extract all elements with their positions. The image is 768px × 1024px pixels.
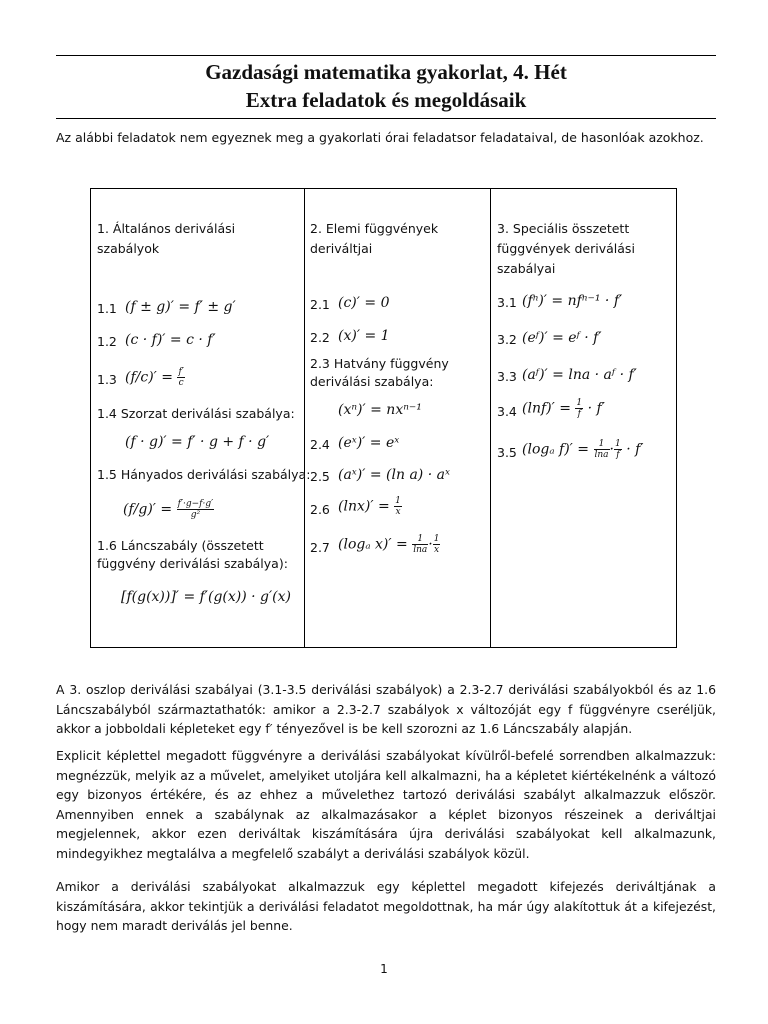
- rule-number: 2.2: [310, 330, 330, 345]
- rule-number: 2.6: [310, 502, 330, 517]
- page-title: Gazdasági matematika gyakorlat, 4. Hét: [205, 60, 567, 84]
- formula-lhs: (lnx)′ =: [338, 498, 390, 515]
- rule-formula: [f(g(x))]′ = f′(g(x)) · g′(x): [121, 589, 291, 605]
- rule-number: 2.4: [310, 437, 330, 452]
- title-rule: [56, 118, 716, 119]
- denominator: x: [434, 545, 440, 555]
- denominator: g²: [190, 510, 201, 520]
- paragraph-chain-rule: A 3. oszlop deriválási szabályai (3.1-3.5 deriválási szabályok) a 2.3-2.7 deriválási szabályokból és az 1.6 Láncszabályból származtathatók: amikor a 2.3-2.7 szabályok x változóját egy f függvényre cseréljük, akkor a jobboldali képleteket egy f′ tényezővel is be kell szorozni az 1.6 Láncszabály alapján.: [56, 682, 716, 736]
- formula-lhs: (f/g)′ =: [123, 501, 173, 518]
- rule-label: 1.5 Hányados deriválási szabálya:: [97, 467, 311, 482]
- denominator: f: [616, 450, 620, 460]
- numerator: f′·g−f·g′: [177, 499, 214, 509]
- fraction: [177, 499, 215, 520]
- page-number: 1: [380, 962, 388, 976]
- numerator: 1: [395, 496, 401, 506]
- numerator: 1: [594, 439, 610, 450]
- numerator: f′: [178, 367, 184, 377]
- rule-formula: (fⁿ)′ = nfⁿ⁻¹ · f′: [522, 293, 623, 309]
- rule-formula: (eᶠ)′ = eᶠ · f′: [522, 330, 602, 346]
- formula-lhs: (logₐ f)′ =: [522, 441, 590, 458]
- numerator: 1: [615, 439, 621, 449]
- rule-number: 2.1: [310, 297, 330, 312]
- rule-formula: (aᶠ)′ = lna · aᶠ · f′: [522, 367, 637, 383]
- denominator: c: [178, 378, 184, 388]
- rule-number: 2.5: [310, 469, 330, 484]
- rule-formula: (xⁿ)′ = nxⁿ⁻¹: [338, 402, 422, 418]
- rule-formula: (logₐ f)′ = $\frac{1}{\ln a}$ · $\frac{1}{f}$ · f′: [522, 439, 644, 460]
- denominator: lna: [594, 450, 609, 460]
- rule-number: 2.7: [310, 540, 330, 555]
- paragraph-completion: Amikor a deriválási szabályokat alkalmazzuk egy képlettel megadott kifejezés deriváltjának a kiszámítására, akkor tekintjük a deriválási feladatot megoldottnak, ha már úgy alakítottuk át a kifejezést, hogy nem maradt deriválás jel benne.: [56, 879, 716, 933]
- rule-label: 1.6 Láncszabály (összetett függvény deriválási szabálya):: [97, 538, 288, 571]
- fraction: [594, 439, 610, 460]
- rule-number: 3.1: [497, 295, 517, 310]
- column-divider: [304, 189, 305, 647]
- fraction: [433, 534, 441, 555]
- rule-number: 1.2: [97, 334, 117, 349]
- rule-formula: [125, 367, 185, 388]
- fraction: [177, 367, 184, 388]
- rules-table: [90, 188, 677, 648]
- rule-number: 3.3: [497, 369, 517, 384]
- denominator: lna: [413, 545, 428, 555]
- formula-lhs: (lnf)′ =: [522, 400, 571, 417]
- rule-formula: (aˣ)′ = (ln a) · aˣ: [338, 467, 450, 483]
- rule-number: 1.1: [97, 301, 117, 316]
- formula-lhs: (logₐ x)′ =: [338, 536, 408, 553]
- rule-number: 3.4: [497, 404, 517, 419]
- column-heading: 3. Speciális összetett függvények deriválási szabályai: [497, 221, 635, 276]
- formula-lhs: (f/c)′ =: [125, 369, 174, 386]
- rule-formula: (x)′ = 1: [338, 328, 390, 344]
- rule-formula: (c · f)′ = c · f′: [125, 332, 216, 348]
- rule-number: 3.2: [497, 332, 517, 347]
- top-rule: [56, 55, 716, 56]
- rule-label: 1.4 Szorzat deriválási szabálya:: [97, 406, 295, 421]
- column-divider: [490, 189, 491, 647]
- numerator: 1: [433, 534, 440, 544]
- page-subtitle: Extra feladatok és megoldásaik: [245, 88, 527, 112]
- fraction: [394, 496, 402, 517]
- rule-formula: [338, 496, 402, 517]
- paragraph-explicit-formula: Explicit képlettel megadott függvényre a deriválási szabályokat kívülről-befelé sorrendben alkalmazzuk: megnézzük, melyik az a művelet, amelyiket utoljára kell alkalmazni, ha a képletet kiértékelnénk a változó egy bizonyos értékére, és az ehhez a művelethez tartozó deriválási szabályt alkalmazzuk először. Amennyiben ennek a szabálynak az alkalmazásakor a képlet bizonyos részeinek a deriváltjai megjelennek, akkor ezen deriváltak kiszámítására újra deriválási szabályokat kell alkalmazunk, mindegyikhez megtalálva a megfelelő szabályt a deriválási szabályok közül.: [56, 748, 716, 861]
- rule-formula: [522, 398, 605, 419]
- rule-formula: (eˣ)′ = eˣ: [338, 435, 400, 451]
- column-heading: 1. Általános deriválási szabályok: [97, 221, 236, 256]
- rule-formula: [123, 499, 214, 520]
- denominator: f: [577, 409, 581, 419]
- rule-formula: (c)′ = 0: [338, 295, 390, 311]
- column-heading: 2. Elemi függvények deriváltjai: [310, 221, 439, 256]
- formula-rhs: · f′: [626, 441, 644, 458]
- intro-text: Az alábbi feladatok nem egyeznek meg a gyakorlati órai feladatsor feladataival, de hasonlóak azokhoz.: [56, 130, 704, 145]
- rule-number: 1.3: [97, 372, 117, 387]
- rule-formula: (logₐ x)′ = $\frac{1}{\ln a}$ · $\frac{1}{x}$: [338, 534, 440, 555]
- denominator: x: [395, 507, 401, 517]
- numerator: 1: [576, 398, 583, 408]
- numerator: 1: [412, 534, 428, 545]
- rule-number: 3.5: [497, 445, 517, 460]
- fraction: [614, 439, 622, 460]
- fraction: [575, 398, 583, 419]
- formula-rhs: · f′: [587, 400, 605, 417]
- rule-formula: (f · g)′ = f′ · g + f · g′: [125, 434, 270, 450]
- rule-formula: (f ± g)′ = f′ ± g′: [125, 299, 236, 315]
- fraction: [412, 534, 428, 555]
- rule-label: 2.3 Hatvány függvény deriválási szabálya:: [310, 356, 449, 389]
